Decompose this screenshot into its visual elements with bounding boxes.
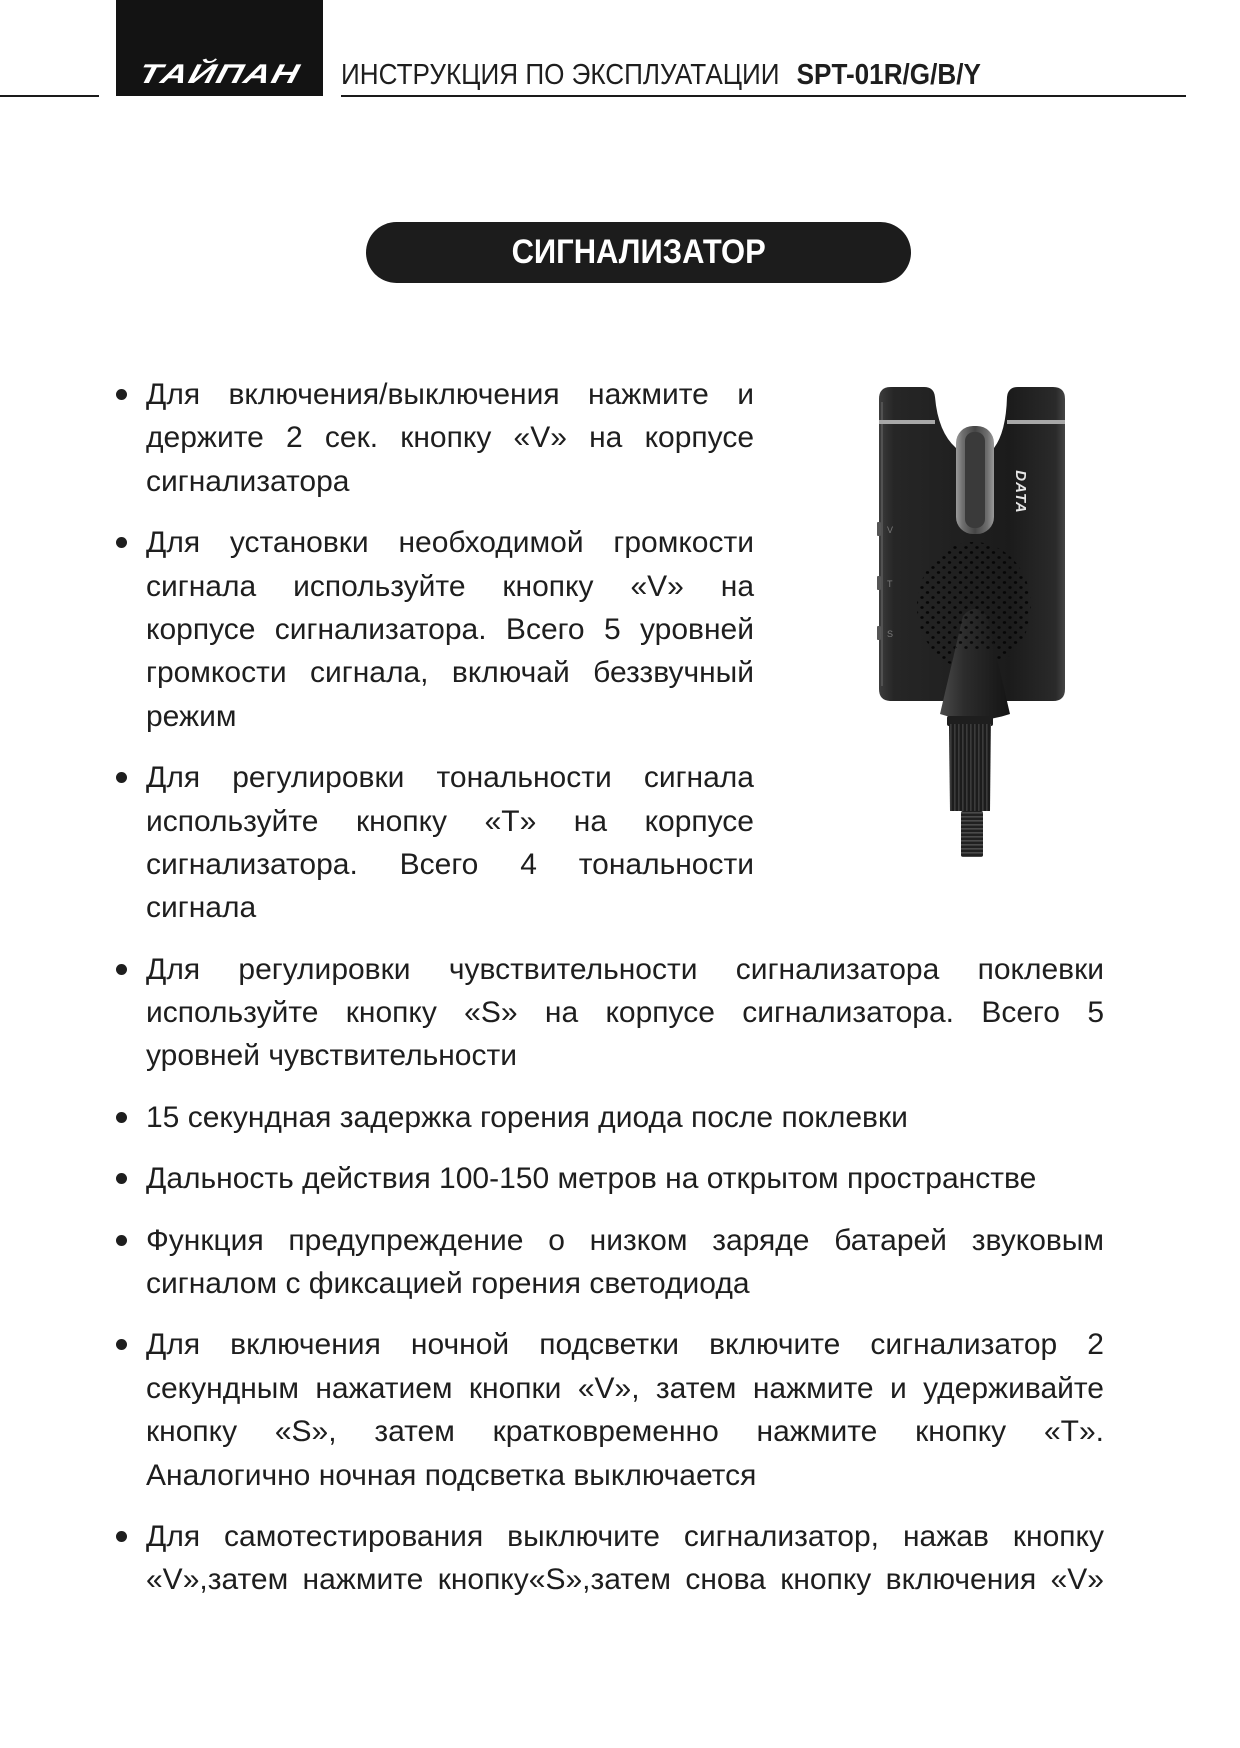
text-line: Аналогично ночная подсветка выключается (146, 1458, 757, 1492)
text-line: Для регулировки чувствительности сигнализатора поклевки (146, 952, 1104, 986)
header-rule-left (0, 95, 99, 97)
text-line: «V»,затем нажмите кнопку«S»,затем снова кнопку включения «V» (146, 1563, 1104, 1597)
brand-logo (116, 0, 323, 96)
list-item (146, 521, 754, 738)
list-item (146, 1323, 1104, 1497)
list-item (146, 1096, 1104, 1139)
list-item (146, 1515, 1104, 1602)
device-brand-label: DATA (1012, 470, 1029, 514)
text-line: используйте кнопку «S» на корпусе сигнализатора. Всего 5 (146, 996, 1104, 1030)
text-line: сигнализатора. Всего 4 тональности (146, 847, 754, 881)
text-line: секундным нажатием кнопки «V», затем нажмите и удерживайте (146, 1371, 1104, 1405)
text-line: Для установки необходимой громкости (146, 526, 754, 560)
text-line: используйте кнопку «T» на корпусе (146, 804, 754, 838)
bullet-dot (116, 964, 127, 975)
bullet-dot (116, 1112, 127, 1123)
list-item (146, 756, 754, 930)
button-label-v: V (887, 525, 894, 535)
bullet-dot (116, 537, 127, 548)
text-line: уровней чувствительности (146, 1039, 517, 1073)
section-title-pill (366, 222, 911, 283)
text-line: сигналом с фиксацией горения светодиода (146, 1267, 750, 1301)
text-line: Для самотестирования выключите сигнализатор, нажав кнопку (146, 1519, 1104, 1553)
text-line: корпусе сигнализатора. Всего 5 уровней (146, 612, 754, 646)
model-number: SPT-01R/G/B/Y (796, 59, 981, 91)
text-line: Для включения/выключения нажмите и (146, 378, 754, 411)
text-line: сигнализатора (146, 464, 350, 498)
text-line: кнопку «S», затем кратковременно нажмите кнопку «T». (146, 1415, 1104, 1449)
bullet-dot (116, 1339, 127, 1350)
bullet-dot (116, 772, 127, 783)
list-item (146, 373, 754, 503)
button-label-t: T (887, 579, 893, 589)
bullet-dot (116, 1235, 127, 1246)
feature-list (146, 373, 1104, 1620)
list-item (146, 1219, 1104, 1306)
bullet-dot (116, 1531, 127, 1542)
text-line: Функция предупреждение о низком заряде батарей звуковым (146, 1223, 1104, 1257)
text-line: Для включения ночной подсветки включите сигнализатор 2 (146, 1328, 1104, 1362)
text-line: сигнала (146, 891, 257, 925)
document-header (341, 58, 981, 92)
document-title: ИНСТРУКЦИЯ ПО ЭКСПЛУАТАЦИИ (341, 59, 780, 91)
header-rule-right (341, 95, 1186, 97)
list-item (146, 1157, 1104, 1200)
brand-logo-text: ТАЙПАН (135, 59, 304, 89)
section-title: СИГНАЛИЗАТОР (511, 233, 766, 271)
text-line: режим (146, 699, 237, 733)
bullet-dot (116, 389, 127, 400)
list-item (146, 948, 1104, 1078)
text-line: сигнала используйте кнопку «V» на (146, 569, 754, 603)
text-line: держите 2 сек. кнопку «V» на корпусе (146, 421, 754, 455)
text-line: Дальность действия 100-150 метров на открытом пространстве (146, 1162, 1037, 1196)
text-line: громкости сигнала, включай беззвучный (146, 656, 754, 690)
button-label-s: S (887, 629, 894, 639)
bullet-dot (116, 1173, 127, 1184)
text-line: 15 секундная задержка горения диода после поклевки (146, 1100, 908, 1134)
text-line: Для регулировки тональности сигнала (146, 761, 754, 795)
